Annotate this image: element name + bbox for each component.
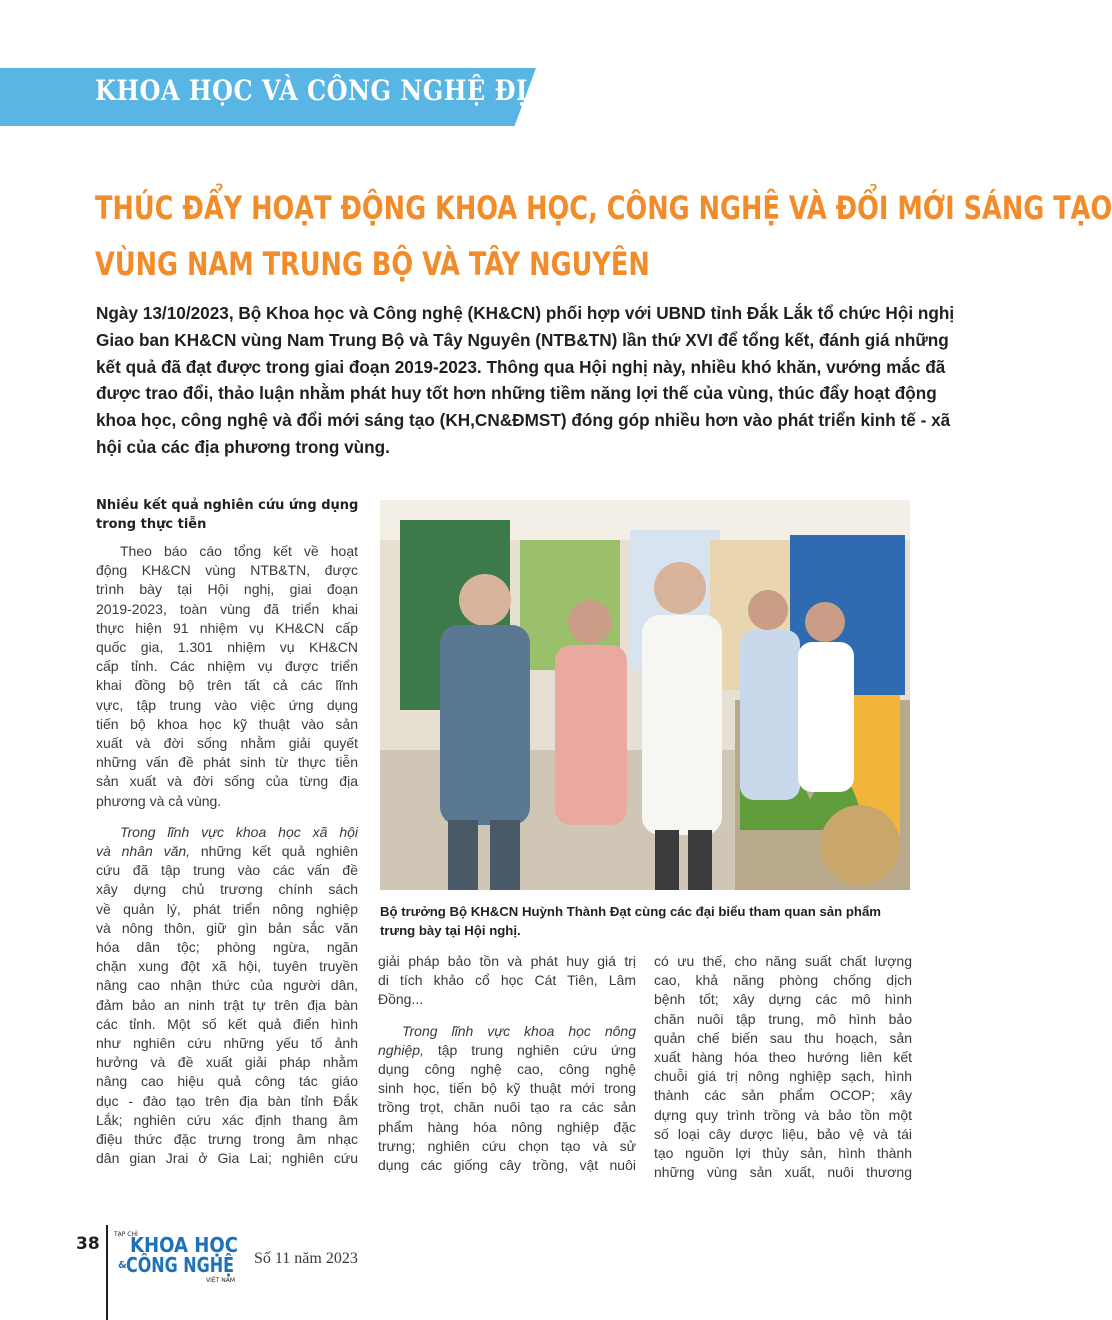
body-line: trồng trọt, chăn nuôi tạo ra các sản xyxy=(378,1099,636,1116)
body-line: vực, tập trung vào việc ứng dụng xyxy=(96,696,358,713)
body-line: Đồng... xyxy=(378,991,424,1008)
body-line: chặn xung đột xã hội, tuyên truyền xyxy=(96,958,358,975)
page-number: 38 xyxy=(76,1234,100,1254)
body-line: nâng cao hiệu quả công tác giáo xyxy=(96,1073,358,1090)
body-line: phương và cả vùng. xyxy=(96,792,222,809)
body-line: tiến bộ khoa học kỹ thuật vào sản xyxy=(96,715,358,732)
body-line: sinh học, tiến bộ kỹ thuật mới trong xyxy=(378,1080,636,1097)
article-photo xyxy=(380,500,910,890)
body-line: cứu đã tập trung vào các vấn đề xyxy=(96,862,358,879)
logo-small-text: TẠP CHÍ xyxy=(114,1231,138,1238)
body-line: dụng các giống cây trồng, vật nuôi xyxy=(378,1157,636,1174)
body-line: bệnh tốt; xây dựng các mô hình xyxy=(654,991,912,1008)
body-line: những vùng sản xuất, nuôi thương xyxy=(654,1164,912,1181)
body-line: về quản lý, phát triển nông nghiệp xyxy=(96,900,358,917)
italic-lead-in: và nhân văn, xyxy=(96,843,191,860)
logo-line-3: VIỆT NAM xyxy=(206,1277,236,1284)
magazine-logo xyxy=(112,1226,240,1288)
footer-rule xyxy=(106,1225,108,1320)
body-line: và nông thôn, giữ gìn bản sắc văn xyxy=(96,919,358,936)
caption-line: trưng bày tại Hội nghị. xyxy=(380,922,521,938)
body-column-3 xyxy=(654,952,912,1182)
article-title-line-1: THÚC ĐẨY HOẠT ĐỘNG KHOA HỌC, CÔNG NGHỆ VÀ ĐỔI MỚI SÁNG TẠO xyxy=(95,189,1112,227)
italic-lead-in: Trong lĩnh vực khoa học nông xyxy=(402,1022,636,1039)
subheading-line: Nhiều kết quả nghiên cứu ứng dụng xyxy=(96,498,359,513)
body-line: dụng công nghệ cao, công nghệ xyxy=(378,1061,636,1078)
body-line: nâng cao nhận thức của người dân, xyxy=(96,977,358,994)
body-line: xuất hàng hóa theo hướng liên kết xyxy=(654,1049,912,1066)
subheading xyxy=(96,496,358,534)
article-title xyxy=(95,180,1112,292)
lead-line: Giao ban KH&CN vùng Nam Trung Bộ và Tây Nguyên (NTB&TN) lần thứ XVI để tổng kết, đánh giá những xyxy=(96,329,949,350)
body-line: đảm bảo an ninh trật tự trên địa bàn xyxy=(96,996,358,1013)
body-line: dựng quy trình trồng và bảo tồn một xyxy=(654,1106,912,1123)
body-line xyxy=(378,1041,636,1060)
italic-lead-in: nghiệp, xyxy=(378,1041,424,1058)
section-title: KHOA HỌC VÀ CÔNG NGHỆ ĐỊA PHƯƠNG xyxy=(95,74,684,107)
logo-line-2: CÔNG NGHỆ xyxy=(126,1253,234,1277)
body-line: quốc gia, 1.301 nhiệm vụ KH&CN xyxy=(96,639,358,656)
body-line: chăn nuôi tập trung, mô hình bảo xyxy=(654,1010,912,1027)
body-line: những vấn đề phát sinh từ thực tiễn xyxy=(96,754,358,771)
body-line: như nghiên cứu những yếu tố ảnh xyxy=(96,1035,358,1052)
body-line: thực hiện 91 nhiệm vụ KH&CN cấp xyxy=(96,619,358,636)
body-line: tạo nguồn lợi thủy sản, hình thành xyxy=(654,1145,912,1162)
body-line xyxy=(378,1022,636,1041)
body-text: tập trung nghiên cứu ứng xyxy=(423,1041,636,1058)
body-line: phẩm hàng hóa nông nghiệp đặc xyxy=(378,1118,636,1135)
body-line: giải pháp bảo tồn và phát huy giá trị xyxy=(378,953,636,969)
article-lead xyxy=(96,300,955,461)
body-line: quản chế biến sau thu hoạch, sản xyxy=(654,1029,912,1046)
body-line: 2019-2023, toàn vùng đã triển khai xyxy=(96,600,358,617)
body-line: chuỗi giá trị nông nghiệp sạch, hình xyxy=(654,1068,912,1085)
lead-line: được trao đổi, thảo luận nhằm phát huy tốt hơn những tiềm năng lợi thế của vùng, thúc đẩy hoạt động xyxy=(96,383,937,404)
logo-ampersand: & xyxy=(118,1260,127,1271)
subheading-line: trong thực tiễn xyxy=(96,517,207,532)
body-line: Lắk; nghiên cứu xác định thang âm xyxy=(96,1111,358,1128)
body-line xyxy=(96,842,358,861)
body-line: dân gian Jrai ở Gia Lai; nghiên cứu xyxy=(96,1150,358,1167)
caption-line: Bộ trưởng Bộ KH&CN Huỳnh Thành Đạt cùng các đại biểu tham quan sản phẩm xyxy=(380,904,882,919)
body-line: có ưu thế, cho năng suất chất lượng xyxy=(654,953,912,969)
body-line: hưởng và đề xuất giải pháp nhằm xyxy=(96,1054,358,1071)
body-line xyxy=(96,823,358,842)
body-line: các tỉnh. Một số kết quả điển hình xyxy=(96,1015,358,1032)
body-line: cấp tỉnh. Các nhiệm vụ được triển xyxy=(96,658,358,675)
lead-line: hội của các địa phương trong vùng. xyxy=(96,436,390,457)
photo-caption xyxy=(380,903,912,940)
body-text: những kết quả nghiên xyxy=(190,843,358,860)
body-line: xuất và đời sống nhằm giải quyết xyxy=(96,735,358,752)
body-line: cao, khả năng phòng chống dịch xyxy=(654,972,912,989)
body-line: Theo báo cáo tổng kết về hoạt xyxy=(120,543,358,559)
body-column-1 xyxy=(96,496,358,1169)
body-line: thành các sản phẩm OCOP; xây xyxy=(654,1087,912,1104)
body-line: điệu thức đặc trưng trong âm nhạc xyxy=(96,1131,358,1148)
body-column-2 xyxy=(378,952,636,1175)
body-line: khai đồng bộ trên tất cả các lĩnh xyxy=(96,677,358,694)
body-line: trình bày tại Hội nghị, giai đoạn xyxy=(96,581,358,598)
body-line: số loại cây dược liệu, bảo vệ và tái xyxy=(654,1125,912,1142)
body-line: hóa dân tộc; phòng ngừa, ngăn xyxy=(96,939,358,956)
body-line: dục - đào tạo trên địa bàn tỉnh Đắk xyxy=(96,1092,358,1109)
logo-line-1: KHOA HỌC xyxy=(130,1233,238,1257)
lead-line: Ngày 13/10/2023, Bộ Khoa học và Công nghệ (KH&CN) phối hợp với UBND tỉnh Đắk Lắk tổ chức Hội nghị xyxy=(96,303,955,323)
body-line: trưng; nghiên cứu chọn tạo và sử xyxy=(378,1137,636,1154)
lead-line: kết quả đã đạt được trong giai đoạn 2019-2023. Thông qua Hội nghị này, nhiều khó khăn, vướng mắc đã xyxy=(96,356,946,377)
italic-lead-in: Trong lĩnh vực khoa học xã hội xyxy=(120,823,358,840)
body-line: sản xuất và đời sống của từng địa xyxy=(96,773,358,790)
body-line: xây dựng chủ trương chính sách xyxy=(96,881,358,898)
issue-label: Số 11 năm 2023 xyxy=(254,1250,358,1267)
body-line: động KH&CN vùng NTB&TN, được xyxy=(96,562,358,579)
lead-line: khoa học, công nghệ và đổi mới sáng tạo (KH,CN&ĐMST) đóng góp nhiều hơn vào phát triển kinh tế - xã xyxy=(96,410,951,431)
body-line: di tích khảo cổ học Cát Tiên, Lâm xyxy=(378,972,636,989)
article-title-line-2: VÙNG NAM TRUNG BỘ VÀ TÂY NGUYÊN xyxy=(95,245,650,283)
